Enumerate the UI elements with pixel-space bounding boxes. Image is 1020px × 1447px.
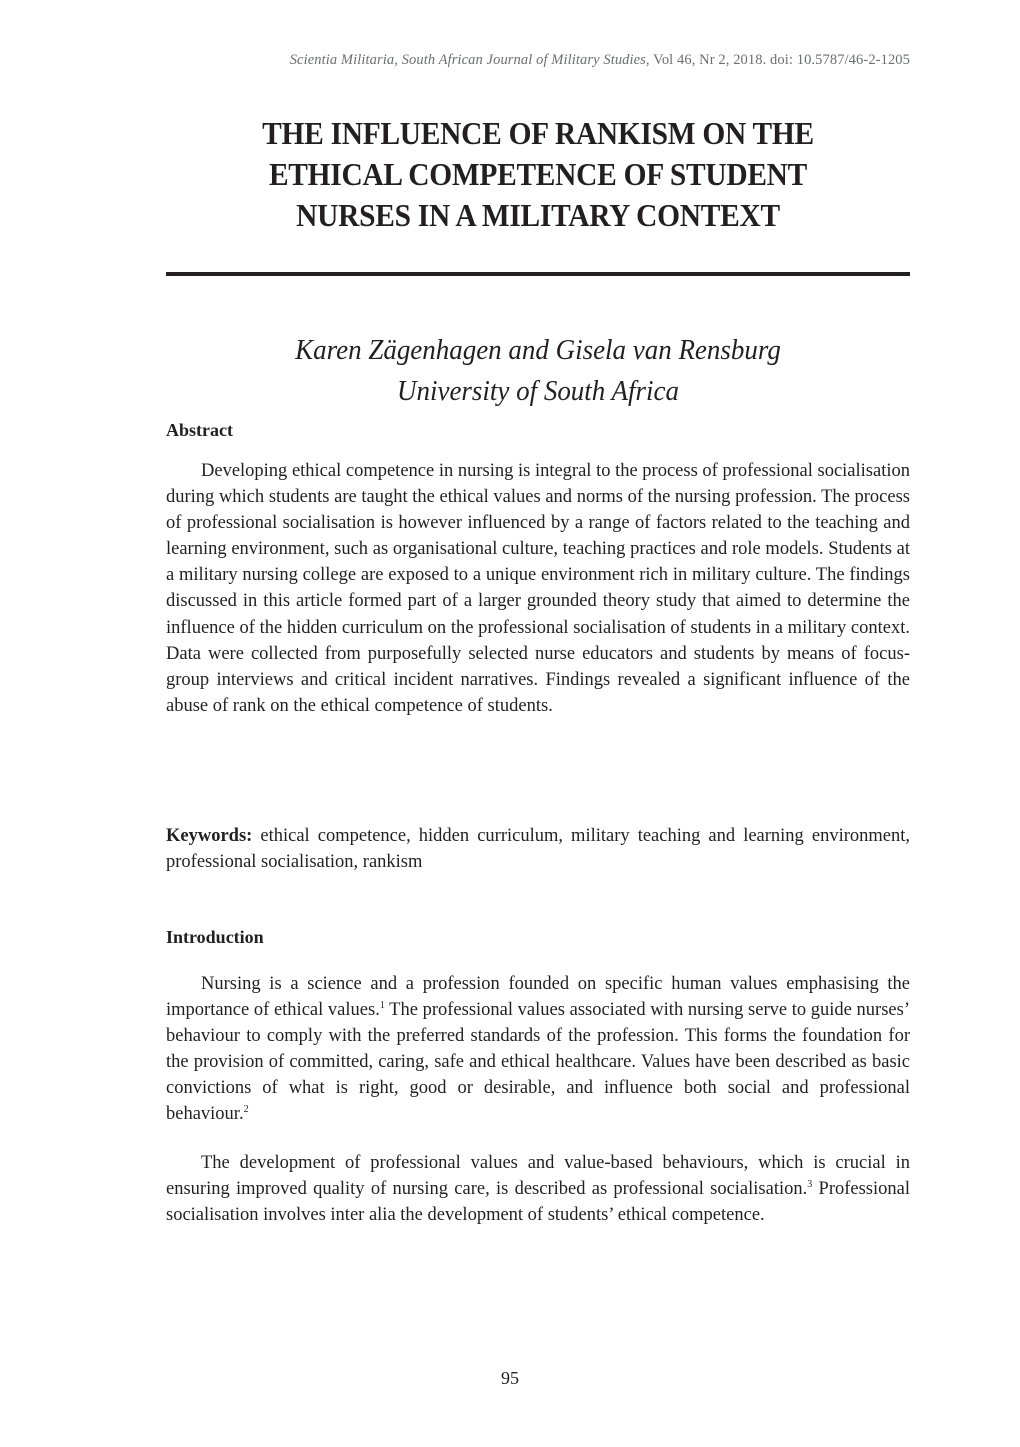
abstract-text: Developing ethical competence in nursing is integral to the process of professional socialisation during which students are taught the ethical values and norms of the nursing profession. The process of professional socialisation is however influenced by a range of factors related to the teaching and learning environment, such as organisational culture, teaching practices and role models. Students at a military nursing college are exposed to a unique environment rich in military culture. The findings discussed in this article formed part of a larger grounded theory study that aimed to determine the influence of the hidden curriculum on the professional socialisation of students in a military context. Data were collected from purposefully selected nurse educators and students by means of focus-group interviews and critical incident narratives. Findings revealed a significant influence of the abuse of rank on the ethical competence of students. bbox=[166, 461, 910, 716]
intro-p1-text-a: Nursing is a science and a profession founded on specific human values emphasising the importance of ethical values. bbox=[166, 974, 910, 1021]
title-line-3: NURSES IN A MILITARY CONTEXT bbox=[296, 197, 780, 233]
footnote-ref-3[interactable]: 3 bbox=[807, 1179, 813, 1191]
footnote-ref-1[interactable]: 1 bbox=[379, 1000, 385, 1012]
title-divider bbox=[166, 272, 910, 276]
affiliation: University of South Africa bbox=[397, 375, 679, 407]
intro-p2-text-b: Professional socialisation involves inter alia the development of students’ ethical competence. bbox=[166, 1179, 910, 1226]
author-block bbox=[192, 330, 884, 412]
introduction-heading: Introduction bbox=[166, 927, 264, 947]
introduction-paragraph-2 bbox=[166, 1150, 910, 1228]
title-line-2: ETHICAL COMPETENCE OF STUDENT bbox=[268, 156, 808, 192]
article-title bbox=[196, 113, 880, 236]
intro-p1-text-b: The professional values associated with nursing serve to guide nurses’ behaviour to comply with the preferred standards of the profession. This forms the foundation for the provision of committed, caring, safe and ethical healthcare. Values have been described as basic convictions of what is right, good or desirable, and influence both social and professional behaviour. bbox=[166, 1000, 910, 1125]
keywords-text: ethical competence, hidden curriculum, military teaching and learning environment, professional socialisation, rankism bbox=[166, 826, 910, 873]
page-number: 95 bbox=[501, 1368, 519, 1388]
journal-name: Scientia Militaria, South African Journal of Military Studies, bbox=[289, 52, 650, 68]
introduction-paragraph-1 bbox=[166, 971, 910, 1128]
title-line-1: THE INFLUENCE OF RANKISM ON THE bbox=[262, 115, 814, 151]
running-header bbox=[0, 52, 910, 69]
authors: Karen Zägenhagen and Gisela van Rensburg bbox=[295, 334, 781, 366]
abstract-body bbox=[166, 458, 910, 719]
intro-p2-text-a: The development of professional values and value-based behaviours, which is crucial in ensuring improved quality of nursing care, is described as professional socialisation. bbox=[166, 1153, 910, 1200]
keywords bbox=[166, 823, 910, 875]
footnote-ref-2[interactable]: 2 bbox=[243, 1104, 249, 1116]
keywords-label: Keywords: bbox=[166, 826, 253, 846]
abstract-heading: Abstract bbox=[166, 420, 233, 440]
issue-info: Vol 46, Nr 2, 2018. doi: 10.5787/46-2-1205 bbox=[649, 52, 910, 68]
